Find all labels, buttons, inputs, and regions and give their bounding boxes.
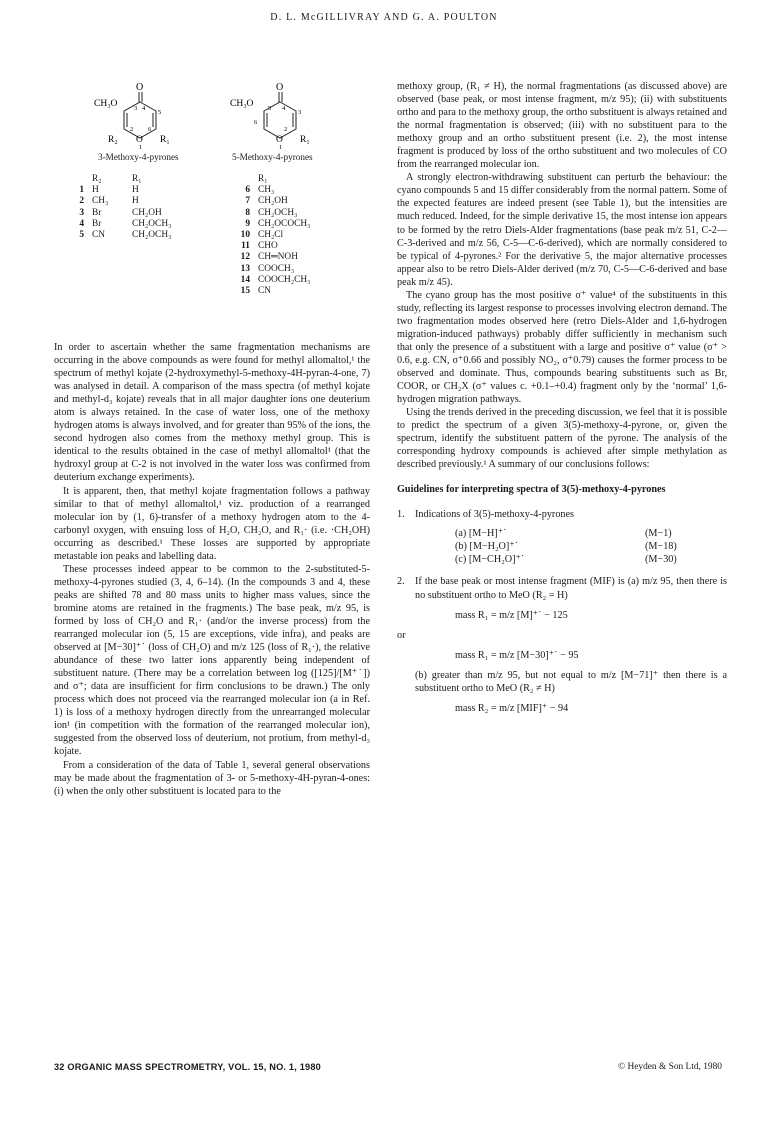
r2-value: CN bbox=[92, 230, 106, 241]
guideline-number: 1. bbox=[397, 509, 405, 521]
r1-value: CN bbox=[258, 286, 272, 297]
indication-label: (a) [M−H]⁺˙ bbox=[455, 528, 507, 540]
compound-number: 6 bbox=[245, 185, 250, 196]
pos2-label: 2 bbox=[284, 126, 288, 133]
journal-footer: 32 ORGANIC MASS SPECTROMETRY, VOL. 15, NO. 1, 1980 bbox=[54, 1062, 321, 1072]
compound-number: 5 bbox=[79, 230, 84, 241]
compound-row bbox=[228, 264, 322, 275]
r1-value: H bbox=[132, 185, 139, 196]
compound-number: 15 bbox=[240, 286, 250, 297]
guideline-subitem: (b) greater than m/z 95, but not equal to m/z [M−71]⁺ then there is a substituent ortho to MeO (R₂ ≠ H) bbox=[415, 669, 727, 694]
r1-value: CHO bbox=[258, 241, 278, 252]
column-header-r2: R₂ bbox=[92, 174, 102, 184]
indication-value: (M−1) bbox=[645, 528, 672, 540]
compound-row bbox=[62, 230, 196, 241]
pos4-label: 4 bbox=[142, 105, 146, 112]
compound-number: 11 bbox=[241, 241, 250, 252]
copyright-footer: © Heyden & Son Ltd, 1980 bbox=[618, 1062, 722, 1072]
paragraph: A strongly electron-withdrawing substituent can perturb the behaviour: the cyano compounds 5 and 15 differ considerably from the normal pattern. Some of the expected features are indeed present (see Table 1), but the intensities are much reduced. Indeed, for the simple derivative 15, the most intense ion appears to be formed by the retro Diels-Alder fragmentations (base peak m/z 51, C-2—C-3-derived and m/z 56, C-5—C-6-derived), which are normally considered to be typical of 4-pyrones.² For the derivative 5, the major alternative processes appear also to be retro Diels-Alder derived (m/z 70, C-5—C-6-derived and base peak m/z 45). bbox=[397, 172, 727, 288]
indication-value: (M−18) bbox=[645, 541, 677, 553]
compound-row bbox=[228, 230, 322, 241]
compound-row bbox=[228, 275, 322, 286]
r2-value: Br bbox=[92, 207, 102, 218]
paragraph: The cyano group has the most positive σ⁺ value⁴ of the substituents in this study, reflecting its largest response to processes involving electron demand. The two fragmentation modes observed here (retro Diels-Alder and 1,6-hydrogen migration-induced pathways) probably differ sufficiently in mechanism such that only the presence of a substituent with a large and positive σ⁺ value (σ⁺ > 0.6, e.g. CN, σ⁺0.66 and possibly NO₂, σ⁺0.79) causes the former process to be observed and dominate. Thus, compounds bearing substituents such as Br, COOR, or CH₂X (σ⁺ values c. +0.1–+0.4) fragment only by the ‘normal’ 1,6-hydrogen migration pathways. bbox=[397, 289, 727, 406]
formula: mass R₁ = m/z [M]⁺˙ − 125 bbox=[455, 609, 568, 621]
r1-label: R₁ bbox=[160, 135, 170, 145]
pos6-label: 6 bbox=[148, 126, 152, 133]
guideline-text: If the base peak or most intense fragment (MIF) is (a) m/z 95, then there is no substituent ortho to MeO (R₂ = H) bbox=[415, 576, 727, 601]
compound-row bbox=[228, 196, 322, 207]
methoxy-label: CH₃O bbox=[94, 99, 118, 109]
paragraph: From a consideration of the data of Table 1, several general observations may be made about the fragmentation of 3- or 5-methoxy-4H-pyran-4-ones: (i) when the only other substituent is located para to the bbox=[54, 759, 370, 797]
guideline-number: 2. bbox=[397, 576, 405, 588]
indication-row bbox=[397, 527, 727, 540]
compound-row bbox=[228, 219, 322, 230]
r1-value: CH₂OCH₃ bbox=[258, 207, 298, 218]
r1-value: CH₂OH bbox=[132, 207, 162, 218]
pos4-label: 4 bbox=[282, 105, 286, 112]
column-header-r1: R₁ bbox=[132, 174, 142, 184]
running-header: D. L. McGILLIVRAY AND G. A. POULTON bbox=[270, 12, 498, 23]
paragraph: Using the trends derived in the preceding discussion, we feel that it is possible to predict the spectrum of a given 3(5)-methoxy-4-pyrone, or, given the spectrum, identify the substituent pattern of the pyrone. The analysis of the corresponding hydroxy compounds is achieved after simple methylation as described previously.¹ A summary of our conclusions follows: bbox=[397, 407, 727, 471]
indication-label: (b) [M−H₂O]⁺˙ bbox=[455, 541, 519, 553]
r1-value: CH═NOH bbox=[258, 252, 298, 263]
or-connector: or bbox=[397, 629, 406, 641]
structures-figure bbox=[54, 80, 374, 340]
r1-value: COOCH₃ bbox=[258, 263, 295, 274]
carbonyl-o-label: O bbox=[136, 82, 144, 93]
indication-value: (M−30) bbox=[645, 554, 677, 566]
compound-row bbox=[228, 286, 322, 297]
r1-value: CH₂OCH₃ bbox=[132, 218, 172, 229]
r1-value: COOCH₂CH₃ bbox=[258, 274, 311, 285]
guideline-item bbox=[397, 575, 727, 621]
paragraph: It is apparent, then, that methyl kojate fragmentation follows a pathway similar to that of methyl allomaltol,¹ viz. production of a rearranged molecular ion by (1, 6)-transfer of a methoxy hydrogen atom to the 4-carbonyl oxygen, with ensuing loss of H₂O, CH₂O, and R₁· (i.e. ·CH₂OH) occurring as described.¹ These losses are supported by appropriate metastable ion peaks and labelling data. bbox=[54, 485, 370, 562]
r2-value: CH₃ bbox=[92, 196, 109, 207]
guideline-continuation bbox=[397, 649, 727, 715]
right-structure-name: 5-Methoxy-4-pyrones bbox=[232, 152, 313, 162]
paragraph: methoxy group, (R₁ ≠ H), the normal fragmentations (as discussed above) are observed (base peak, or most intense fragment, m/z 95); (ii) with substituents ortho and para to the methoxy group, the ortho substituent is always retained and the normal fragmentation is observed; (iii) with no substituent para to the methoxy group and an ortho substituent present (i.e. 2), the most intense fragment is produced by loss of the ortho substituent and two molecules of CO from the rearranged molecular ion. bbox=[397, 81, 727, 171]
r1-value: CH₂OH bbox=[258, 196, 288, 207]
ring-o-label: O bbox=[276, 135, 283, 145]
compound-number: 12 bbox=[240, 252, 250, 263]
r2-label: R₂ bbox=[108, 135, 118, 145]
compound-number: 7 bbox=[245, 196, 250, 207]
left-pyrone-structure bbox=[90, 80, 220, 150]
r1-value: CH₂OCH₃ bbox=[132, 230, 172, 241]
paragraph: These processes indeed appear to be common to the 2-substituted-5-methoxy-4-pyrones studied (3, 4, 6–14). (In the compounds 3 and 4, these peaks are shifted 78 and 80 mass units to higher mass values, since the bromine atoms are retained in the fragments.) The base peak, m/z 95, is formed by loss of CH₂O and R₁· (and/or the inverse process) from the rearranged molecular ion (5, 15 are exceptions, vide infra), and peaks are observed at [M−30]⁺˙ (loss of CH₂O) and m/z 125 (loss of R₁·), the relative abundance of these two latter ions apparently being independent of substituent nature. (There may be a correlation between log ([125]/[M⁺˙]) and σ⁺; data are insufficient for firm conclusions to be drawn.) The only process which does not proceed via the rearranged molecular ion (a in Ref. 1) is loss of a methoxy hydrogen directly from the unrearranged molecular ion¹ (in competition with the formation of the rearranged molecular ion), suggested from the observed loss of deuterium, not protium, from methyl-d₃ kojate. bbox=[54, 563, 370, 758]
compound-row bbox=[228, 241, 322, 252]
right-column bbox=[397, 80, 727, 722]
compound-row bbox=[62, 219, 196, 230]
compound-row bbox=[228, 252, 322, 263]
compound-number: 2 bbox=[79, 196, 84, 207]
compound-row bbox=[228, 185, 322, 196]
compound-number: 8 bbox=[245, 207, 250, 218]
compound-number: 13 bbox=[240, 263, 250, 274]
column-header-r1: R₁ bbox=[258, 174, 268, 184]
right-pyrone-structure bbox=[226, 80, 356, 150]
methoxy-label: CH₃O bbox=[230, 99, 254, 109]
carbonyl-o-label: O bbox=[276, 82, 284, 93]
ring-o-label: O bbox=[136, 135, 143, 145]
r1-value: CH₂Cl bbox=[258, 230, 284, 241]
compound-row bbox=[62, 196, 196, 207]
left-column bbox=[54, 341, 370, 798]
formula: mass R₂ = m/z [MIF]⁺ − 94 bbox=[455, 702, 569, 714]
compound-number: 14 bbox=[240, 274, 250, 285]
left-structure-name: 3-Methoxy-4-pyrones bbox=[98, 152, 179, 162]
r1-value: CH₃ bbox=[258, 185, 275, 196]
pos2-label: 2 bbox=[130, 126, 134, 133]
pos5-label: 5 bbox=[268, 105, 272, 112]
pos1-label: 1 bbox=[139, 144, 143, 150]
pos6-label: 6 bbox=[254, 119, 258, 126]
r1-value: H bbox=[132, 196, 139, 207]
compound-row bbox=[62, 208, 196, 219]
compound-row bbox=[62, 185, 196, 196]
paragraph: In order to ascertain whether the same fragmentation mechanisms are occurring in the above compounds as were found for methyl allomaltol,¹ the spectrum of methyl kojate (2-hydroxymethyl-5-methoxy-4H-pyran-4-one, 7) was analysed in detail. A comparison of the mass spectra (of methyl kojate and methyl-d₃ kojate) reveals that in all major daughter ions one deuterium atom is always retained. In the case of water loss, one of the methoxy hydrogen atoms is always involved, and for greater than 95% of the ions, the second hydrogen also comes from the methoxy methyl group. This is identical to the results obtained in the case of methyl allomaltol¹ (that the hydroxyl group at C-2 is not involved in the water loss was confirmed from deuterium exchange experiments). bbox=[54, 342, 370, 484]
r1-value: CH₂OCOCH₃ bbox=[258, 218, 311, 229]
formula: mass R₁ = m/z [M−30]⁺˙ − 95 bbox=[455, 649, 579, 661]
pos5-label: 5 bbox=[158, 109, 162, 116]
pos3-label: 3 bbox=[134, 105, 138, 112]
indication-row bbox=[397, 540, 727, 553]
compound-number: 10 bbox=[240, 230, 250, 241]
indication-row bbox=[397, 553, 727, 566]
right-compound-table bbox=[228, 174, 322, 297]
compound-number: 3 bbox=[79, 207, 84, 218]
compound-row bbox=[228, 208, 322, 219]
compound-number: 9 bbox=[245, 218, 250, 229]
compound-number: 1 bbox=[79, 185, 84, 196]
indication-label: (c) [M−CH₂O]⁺˙ bbox=[455, 554, 525, 566]
guideline-item bbox=[397, 508, 727, 521]
r1-label: R₁ bbox=[300, 135, 310, 145]
section-heading: Guidelines for interpreting spectra of 3(5)-methoxy-4-pyrones bbox=[397, 484, 666, 496]
guideline-text: Indications of 3(5)-methoxy-4-pyrones bbox=[415, 509, 574, 521]
compound-number: 4 bbox=[79, 218, 84, 229]
r2-value: Br bbox=[92, 218, 102, 229]
pos1-label: 1 bbox=[279, 144, 283, 150]
pos3-label: 3 bbox=[298, 109, 302, 116]
guidelines-list bbox=[397, 508, 727, 714]
r2-value: H bbox=[92, 185, 99, 196]
left-compound-table bbox=[62, 174, 196, 241]
